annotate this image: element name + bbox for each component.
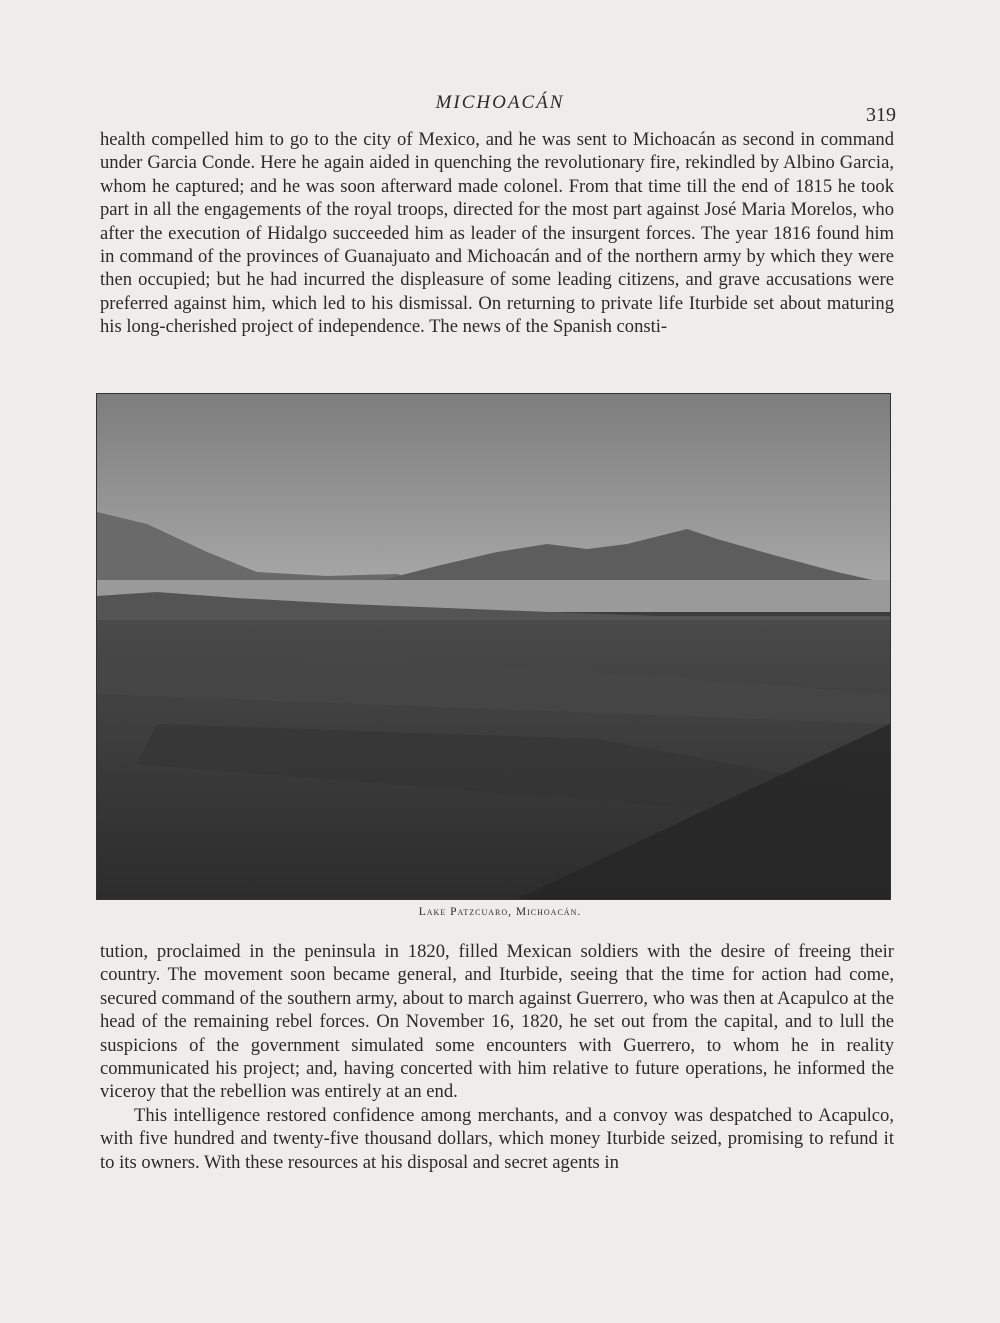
running-title: MICHOACÁN	[435, 92, 565, 113]
paragraph-continued: tution, proclaimed in the peninsula in 1820, filled Mexican soldiers with the desire of freeing their country. The movement soon became general, and Iturbide, seeing that the time for action had come, secured command of the southern army, about to march against Guerrero, who was then at Acapulco at the head of the remaining rebel forces. On November 16, 1820, he set out from the capital, and to lull the suspicions of the government simulated some encounters with Guerrero, to whom he in reality communicated his project; and, having concerted with him relative to future operations, he informed the viceroy that the rebellion was entirely at an end.	[100, 941, 894, 1103]
paragraph-top: health compelled him to go to the city of Mexico, and he was sent to Michoacán as second in command under Garcia Conde. Here he again aided in quenching the revolutionary fire, rekindled by Albino Garcia, whom he captured; and he was soon afterward made colonel. From that time till the end of 1815 he took part in all the engagements of the royal troops, directed for the most part against José Maria Morelos, who after the execution of Hidalgo succeeded him as leader of the insurgent forces. The year 1816 found him in command of the provinces of Guanajuato and Michoacán and of the northern army by which they were then occupied; but he had incurred the displeasure of some leading citizens, and grave accusations were preferred against him, which led to his dismissal. On returning to private life Iturbide set about maturing his long-cherished project of independence. The news of the Spanish consti-	[100, 129, 894, 338]
figure-caption: Lake Patzcuaro, Michoacán.	[418, 906, 582, 918]
paragraph-last: This intelligence restored confidence among merchants, and a convoy was despatched to Acapulco, with five hundred and twenty-five thousand dollars, which money Iturbide seized, promising to refund it to its owners. With these resources at his disposal and secret agents in	[100, 1104, 894, 1173]
page-number: 319	[866, 104, 896, 126]
photograph-lake-patzcuaro	[96, 393, 891, 900]
body-text-bottom	[100, 940, 894, 1174]
body-text-top	[100, 128, 894, 339]
